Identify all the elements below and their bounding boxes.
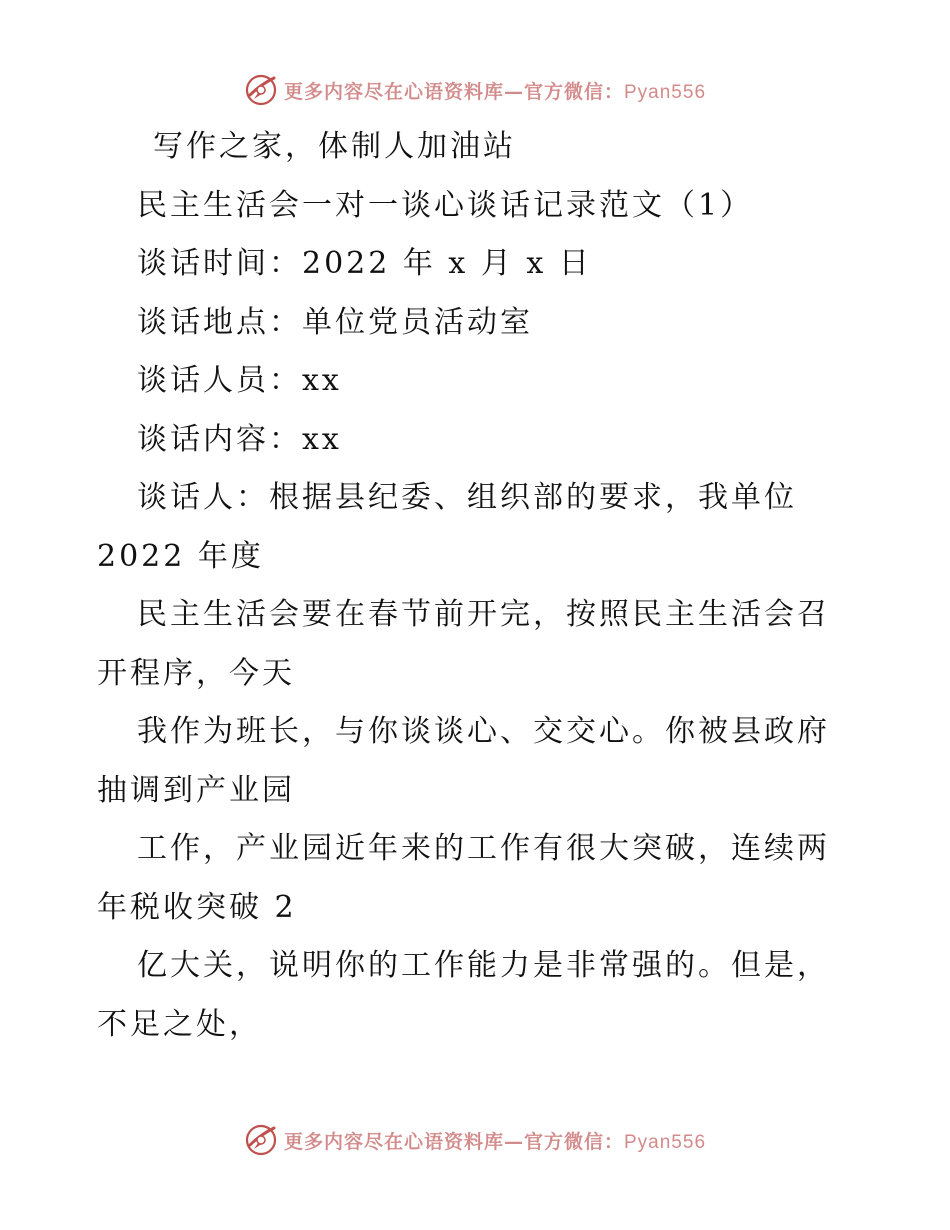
watermark-wechat-id: Pyan556 [624,81,707,103]
paragraph-line: 不足之处， [97,1006,262,1042]
paragraph-line: 谈话人：根据县纪委、组织部的要求，我单位 [137,480,797,515]
watermark-text: 更多内容尽在心语资料库—官方微信：Pyan556 [283,1130,707,1153]
document-title: 民主生活会一对一谈心谈话记录范文（1） [137,187,754,223]
paragraph-line: 我作为班长，与你谈谈心、交交心。你被县政府 [137,714,830,749]
paragraph-line: 亿大关，说明你的工作能力是非常强的。但是， [137,948,830,983]
paragraph-line: 民主生活会要在春节前开完，按照民主生活会召 [137,597,830,632]
footer-watermark [0,1120,950,1160]
paragraph-line: 工作，产业园近年来的工作有很大突破，连续两 [137,831,830,866]
talk-content: 谈话内容：xx [137,421,342,457]
header-watermark [0,70,950,110]
paragraph-line: 2022 年度 [97,538,264,574]
talk-time: 谈话时间：2022 年 x 月 x 日 [137,246,592,281]
seal-logo-icon [244,73,278,107]
talk-location: 谈话地点：单位党员活动室 [137,304,533,340]
document-body [97,118,857,1054]
watermark-text: 更多内容尽在心语资料库—官方微信：Pyan556 [283,80,707,103]
talk-participants: 谈话人员：xx [137,363,342,398]
paragraph-line: 抽调到产业园 [97,772,295,808]
paragraph-line: 开程序，今天 [97,655,295,691]
watermark-wechat-id: Pyan556 [624,1131,707,1153]
paragraph-line: 年税收突破 2 [97,889,297,925]
seal-logo-icon [244,1123,278,1157]
site-slogan: 写作之家，体制人加油站 [153,129,516,164]
